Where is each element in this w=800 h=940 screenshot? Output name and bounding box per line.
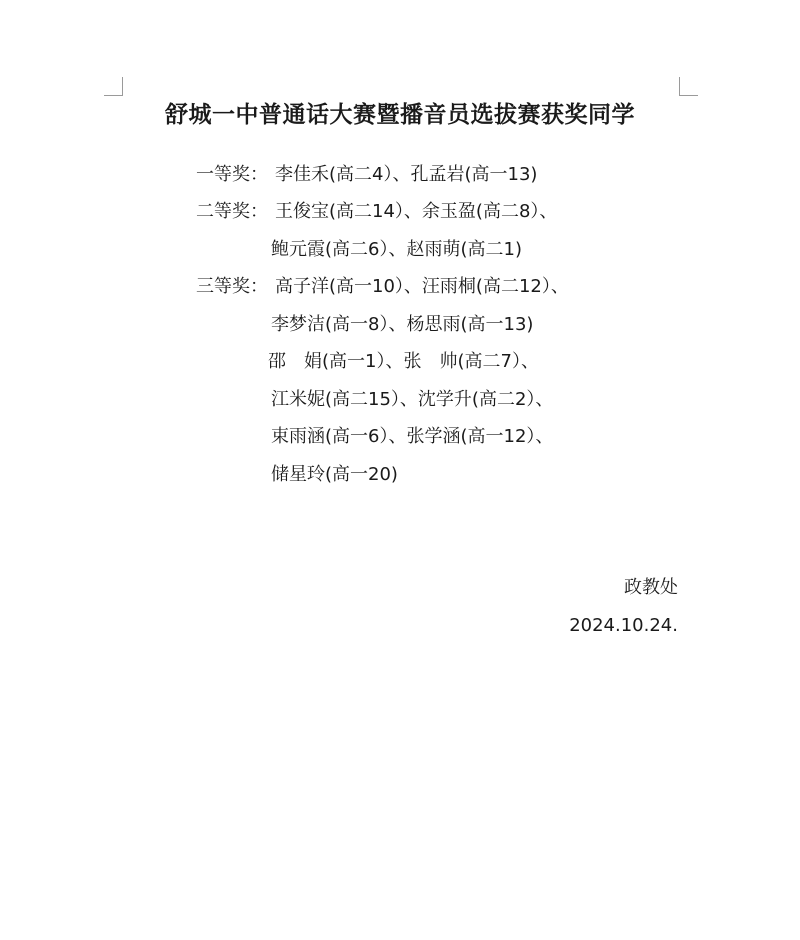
third-prize-line-3: 邵 娟(高一1）、张 帅(高二7）、 (268, 351, 539, 372)
signature-department: 政教处 (624, 577, 678, 598)
first-prize-label: 一等奖： (196, 164, 268, 185)
page-corner-mark-top-right (679, 77, 698, 96)
second-prize-line-2: 鲍元霞(高二6）、赵雨萌(高二1) (271, 239, 522, 260)
signature-date: 2024.10.24. (569, 615, 678, 636)
third-prize-line-1: 高子洋(高一10）、汪雨桐(高二12）、 (275, 276, 569, 297)
third-prize-line-2: 李梦洁(高一8）、杨思雨(高一13) (271, 314, 534, 335)
document-title: 舒城一中普通话大赛暨播音员选拔赛获奖同学 (165, 102, 635, 128)
second-prize-line-1: 王俊宝(高二14）、余玉盈(高二8）、 (275, 201, 558, 222)
third-prize-label: 三等奖： (196, 276, 268, 297)
first-prize-line-1: 李佳禾(高二4）、孔孟岩(高一13) (275, 164, 538, 185)
third-prize-line-6: 储星玲(高一20) (271, 464, 398, 485)
second-prize-label: 二等奖： (196, 201, 268, 222)
third-prize-line-5: 束雨涵(高一6）、张学涵(高一12）、 (271, 426, 554, 447)
page-corner-mark-top-left (104, 77, 123, 96)
third-prize-line-4: 江米妮(高二15）、沈学升(高二2）、 (271, 389, 554, 410)
